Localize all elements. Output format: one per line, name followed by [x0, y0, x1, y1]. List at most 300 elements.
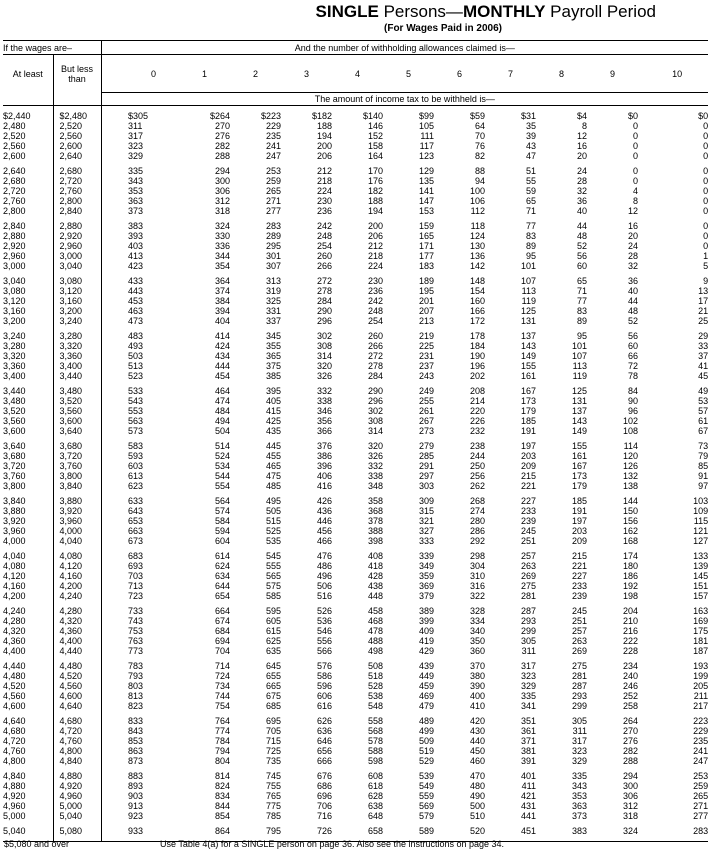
tax-amount-4: 272	[367, 351, 384, 361]
wage-but-less-than: 4,520	[53, 671, 101, 681]
tax-amount-1: 354	[214, 261, 231, 271]
tax-amount-4: 320	[367, 441, 384, 451]
tax-amount-1: 464	[214, 386, 231, 396]
tax-amount-1: 784	[214, 736, 231, 746]
tax-amount-10: 253	[693, 771, 708, 781]
tax-amount-1: 288	[214, 151, 231, 161]
table-row	[3, 306, 708, 316]
tax-amount-10: 1	[703, 251, 708, 261]
tax-amount-1: 574	[214, 506, 231, 516]
tax-amount-3: 194	[316, 131, 333, 141]
row-spacer	[101, 661, 128, 671]
wage-but-less-than: 3,640	[53, 426, 101, 436]
tax-amount-6: 500	[469, 801, 486, 811]
tax-amount-4: 618	[367, 781, 384, 791]
tax-amount-9: 276	[622, 736, 639, 746]
tax-amount-8: 281	[571, 671, 588, 681]
tax-amount-0: 403	[128, 241, 144, 251]
tax-amount-2: 425	[265, 416, 282, 426]
tax-amount-5: 303	[418, 481, 435, 491]
tax-amount-5: 349	[418, 561, 435, 571]
row-spacer	[101, 351, 128, 361]
tax-amount-5: 369	[418, 581, 435, 591]
wage-at-least: 4,680	[3, 726, 26, 736]
header-wages-are: If the wages are–	[3, 41, 101, 55]
wage-but-less-than: 3,800	[53, 471, 101, 481]
wage-but-less-than: 4,160	[53, 571, 101, 581]
tax-amount-10: 79	[698, 451, 708, 461]
title-persons: Persons—	[378, 2, 463, 21]
row-spacer	[101, 461, 128, 471]
tax-amount-1: 864	[214, 826, 231, 836]
table-row	[3, 616, 708, 626]
tax-amount-4: 194	[367, 206, 384, 216]
wage-but-less-than: 4,120	[53, 561, 101, 571]
header-allowance-2: 2	[253, 68, 259, 79]
tax-amount-0: 643	[128, 506, 144, 516]
tax-amount-3: 626	[316, 716, 333, 726]
tax-amount-7: 173	[520, 396, 537, 406]
wage-but-less-than: 4,400	[53, 636, 101, 646]
tax-amount-5: 117	[419, 141, 435, 151]
row-spacer	[101, 481, 128, 491]
wage-but-less-than: 5,040	[53, 811, 101, 821]
tax-amount-4: 508	[367, 661, 384, 671]
tax-amount-0: 363	[128, 196, 144, 206]
tax-amount-1: 514	[214, 441, 231, 451]
tax-amount-1: 704	[214, 646, 231, 656]
row-spacer	[101, 736, 128, 746]
tax-amount-9: 8	[633, 196, 639, 206]
tax-amount-5: 509	[418, 736, 435, 746]
tax-amount-2: 455	[265, 451, 282, 461]
wage-at-least: 3,800	[3, 481, 26, 491]
tax-amount-5: 249	[418, 386, 435, 396]
tax-amount-10: 223	[693, 716, 708, 726]
tax-amount-5: 399	[418, 616, 435, 626]
tax-amount-5: 219	[418, 331, 435, 341]
tax-amount-3: 356	[316, 416, 333, 426]
tax-amount-7: 125	[520, 306, 537, 316]
tax-amount-0: 743	[128, 616, 144, 626]
tax-amount-7: 113	[521, 286, 537, 296]
wage-but-less-than: 4,360	[53, 626, 101, 636]
tax-amount-8: 161	[571, 451, 588, 461]
tax-amount-6: 280	[469, 516, 486, 526]
tax-amount-2: 235	[265, 131, 282, 141]
tax-amount-0: 603	[128, 461, 144, 471]
row-spacer	[101, 176, 128, 186]
tax-amount-7: 257	[520, 551, 537, 561]
tax-amount-2: 475	[265, 471, 282, 481]
tax-amount-9: 132	[622, 471, 639, 481]
tax-amount-3: 346	[316, 406, 333, 416]
tax-amount-2: 325	[265, 296, 282, 306]
table-row	[3, 296, 708, 306]
tax-amount-6: 268	[469, 496, 486, 506]
tax-amount-0: 329	[128, 151, 144, 161]
tax-amount-7: 215	[520, 471, 537, 481]
tax-amount-8: 32	[577, 186, 588, 196]
tax-amount-9: 48	[628, 306, 639, 316]
tax-amount-0: 853	[128, 736, 144, 746]
tax-amount-5: 459	[418, 681, 435, 691]
tax-amount-5: 389	[418, 606, 435, 616]
tax-amount-5: 429	[418, 646, 435, 656]
tax-amount-0: 433	[128, 276, 144, 286]
tax-amount-10: 0	[703, 206, 708, 216]
tax-amount-4: 628	[367, 791, 384, 801]
tax-amount-8: 185	[571, 496, 588, 506]
tax-amount-5: 469	[418, 691, 435, 701]
tax-amount-7: 71	[526, 206, 537, 216]
tax-amount-1: 424	[214, 341, 231, 351]
tax-amount-4: 658	[367, 826, 384, 836]
tax-amount-2: 645	[265, 661, 282, 671]
tax-amount-7: 281	[520, 591, 537, 601]
row-spacer	[101, 636, 128, 646]
tax-amount-1: 714	[214, 661, 231, 671]
tax-amount-4: 608	[367, 771, 384, 781]
tax-amount-3: 242	[316, 221, 333, 231]
tax-amount-7: 299	[520, 626, 537, 636]
tax-amount-10: 187	[693, 646, 708, 656]
table-row	[3, 691, 708, 701]
tax-amount-2: 655	[265, 671, 282, 681]
tax-amount-0: 793	[128, 671, 144, 681]
wage-at-least: 4,720	[3, 736, 26, 746]
tax-amount-9: 0	[633, 131, 639, 141]
tax-amount-10: $0	[698, 111, 708, 121]
wage-at-least: $2,440	[3, 111, 31, 121]
tax-amount-9: 228	[622, 646, 639, 656]
table-row	[3, 396, 708, 406]
tax-amount-0: 823	[128, 701, 144, 711]
wage-at-least: 4,840	[3, 771, 26, 781]
tax-amount-3: 332	[316, 386, 333, 396]
wage-at-least: 4,440	[3, 661, 26, 671]
wage-but-less-than: 3,680	[53, 441, 101, 451]
tax-amount-5: 579	[418, 811, 435, 821]
tax-amount-10: 37	[698, 351, 708, 361]
tax-amount-4: 230	[367, 276, 384, 286]
tax-amount-5: 285	[418, 451, 435, 461]
tax-amount-0: 613	[128, 471, 144, 481]
table-row	[3, 331, 708, 341]
tax-amount-3: 326	[316, 371, 333, 381]
table-row	[3, 701, 708, 711]
tax-amount-6: 334	[469, 616, 486, 626]
tax-amount-3: 716	[316, 811, 333, 821]
tax-amount-3: 616	[316, 701, 333, 711]
tax-amount-4: 358	[367, 496, 384, 506]
tax-amount-0: 583	[128, 441, 144, 451]
tax-amount-1: 734	[214, 681, 231, 691]
tax-amount-6: 88	[475, 166, 486, 176]
tax-amount-5: 147	[418, 196, 435, 206]
tax-amount-7: 39	[526, 131, 537, 141]
tax-amount-4: 648	[367, 811, 384, 821]
tax-amount-0: 873	[128, 756, 144, 766]
tax-amount-5: 123	[418, 151, 435, 161]
tax-amount-3: 426	[316, 496, 333, 506]
table-body	[3, 106, 708, 842]
row-spacer	[101, 726, 128, 736]
tax-amount-9: 180	[622, 561, 639, 571]
tax-amount-9: 162	[622, 526, 639, 536]
tax-amount-7: 245	[520, 526, 537, 536]
tax-amount-9: 210	[622, 616, 639, 626]
tax-amount-7: 131	[520, 316, 537, 326]
wage-but-less-than: 4,640	[53, 701, 101, 711]
wage-at-least: 3,080	[3, 286, 26, 296]
tax-amount-3: 376	[316, 441, 333, 451]
wage-at-least: 3,160	[3, 306, 26, 316]
row-spacer	[101, 341, 128, 351]
row-spacer	[101, 416, 128, 426]
row-spacer	[101, 496, 128, 506]
tax-amount-6: 190	[469, 351, 486, 361]
tax-amount-10: 157	[693, 591, 708, 601]
wage-but-less-than: 4,920	[53, 781, 101, 791]
tax-amount-1: 318	[214, 206, 231, 216]
tax-amount-6: 124	[469, 231, 486, 241]
wage-but-less-than: 2,840	[53, 206, 101, 216]
tax-amount-1: 584	[214, 516, 231, 526]
tax-amount-7: 77	[526, 221, 537, 231]
tax-amount-9: 28	[628, 251, 639, 261]
tax-amount-6: 160	[469, 296, 486, 306]
tax-amount-4: 170	[367, 166, 384, 176]
tax-amount-4: 290	[367, 386, 384, 396]
tax-amount-7: 179	[520, 406, 537, 416]
header-amount-label: The amount of income tax to be withheld is—	[101, 93, 708, 106]
wage-at-least: 3,760	[3, 471, 26, 481]
wage-at-least: 4,320	[3, 626, 26, 636]
tax-amount-5: 105	[418, 121, 435, 131]
title-single: SINGLE	[315, 2, 379, 21]
wage-at-least: 2,800	[3, 206, 26, 216]
tax-amount-6: 178	[469, 331, 486, 341]
tax-amount-3: 466	[316, 536, 333, 546]
tax-amount-9: 16	[628, 221, 639, 231]
tax-amount-3: 248	[316, 231, 333, 241]
wage-at-least: 3,240	[3, 331, 26, 341]
tax-amount-1: 824	[214, 781, 231, 791]
tax-amount-4: 278	[367, 361, 384, 371]
tax-amount-3: 606	[316, 691, 333, 701]
tax-amount-2: 585	[265, 591, 282, 601]
tax-amount-5: 165	[418, 231, 435, 241]
tax-amount-8: 113	[572, 361, 588, 371]
tax-amount-2: 283	[265, 221, 282, 231]
row-spacer	[101, 426, 128, 436]
wage-at-least: 2,600	[3, 151, 26, 161]
tax-amount-3: 290	[316, 306, 333, 316]
tax-amount-1: 270	[214, 121, 231, 131]
tax-amount-9: 96	[628, 406, 639, 416]
wage-at-least: 4,160	[3, 581, 26, 591]
wage-at-least: 2,560	[3, 141, 26, 151]
tax-amount-3: 278	[316, 286, 333, 296]
table-row	[3, 316, 708, 326]
row-spacer	[101, 516, 128, 526]
wage-at-least: 4,760	[3, 746, 26, 756]
tax-amount-7: 143	[520, 341, 537, 351]
tax-amount-9: 204	[622, 606, 639, 616]
tax-amount-2: 555	[265, 561, 282, 571]
tax-amount-1: 324	[214, 221, 231, 231]
tax-amount-2: 705	[265, 726, 282, 736]
tax-amount-8: 373	[571, 811, 588, 821]
tax-amount-7: 55	[526, 176, 537, 186]
wage-but-less-than: 3,840	[53, 481, 101, 491]
tax-amount-7: 137	[520, 331, 537, 341]
tax-amount-10: 5	[703, 261, 708, 271]
wage-but-less-than: 3,880	[53, 496, 101, 506]
tax-amount-0: 883	[128, 771, 144, 781]
tax-amount-4: 568	[367, 726, 384, 736]
tax-amount-5: 279	[418, 441, 435, 451]
tax-amount-6: 262	[469, 481, 486, 491]
tax-amount-6: 154	[469, 286, 486, 296]
tax-amount-9: 126	[622, 461, 639, 471]
tax-amount-0: 673	[128, 536, 144, 546]
row-spacer	[101, 506, 128, 516]
tax-amount-4: 308	[367, 416, 384, 426]
wage-but-less-than: 3,920	[53, 506, 101, 516]
tax-amount-1: 524	[214, 451, 231, 461]
wage-but-less-than: 2,560	[53, 131, 101, 141]
tax-amount-6: 430	[469, 726, 486, 736]
tax-amount-8: 227	[571, 571, 588, 581]
tax-amount-0: 493	[128, 341, 144, 351]
tax-amount-2: 575	[265, 581, 282, 591]
table-row	[3, 561, 708, 571]
header-but-less-than: But less than	[53, 55, 101, 93]
tax-amount-8: 20	[577, 151, 588, 161]
tax-amount-10: 0	[703, 231, 708, 241]
tax-amount-9: 4	[633, 186, 639, 196]
tax-amount-1: 744	[214, 691, 231, 701]
tax-amount-10: 133	[693, 551, 708, 561]
tax-amount-7: 421	[520, 791, 537, 801]
tax-amount-6: 310	[469, 571, 486, 581]
tax-amount-4: 176	[367, 176, 384, 186]
tax-amount-9: 0	[633, 176, 639, 186]
wage-at-least: 3,200	[3, 316, 26, 326]
tax-amount-8: 56	[577, 251, 588, 261]
wage-at-least: 3,720	[3, 461, 26, 471]
tax-amount-7: 317	[520, 661, 537, 671]
header-allowance-10: 10	[672, 68, 683, 79]
table-row	[3, 121, 708, 131]
wage-but-less-than: 2,640	[53, 151, 101, 161]
tax-amount-8: 197	[571, 516, 588, 526]
row-spacer	[101, 396, 128, 406]
wage-at-least: 3,840	[3, 496, 26, 506]
wage-but-less-than: 4,720	[53, 726, 101, 736]
tax-amount-7: $31	[520, 111, 537, 121]
wage-at-least: 4,000	[3, 536, 26, 546]
tax-amount-8: 12	[577, 131, 588, 141]
tax-amount-7: 155	[520, 361, 537, 371]
tax-amount-6: $59	[469, 111, 486, 121]
tax-amount-6: 232	[469, 426, 486, 436]
tax-amount-6: 420	[469, 716, 486, 726]
tax-amount-7: 43	[526, 141, 537, 151]
tax-amount-2: 301	[265, 251, 282, 261]
tax-amount-8: 239	[571, 591, 588, 601]
wage-but-less-than: 5,080	[53, 826, 101, 836]
tax-amount-10: 151	[693, 581, 708, 591]
tax-amount-2: 355	[265, 341, 282, 351]
tax-amount-4: 146	[367, 121, 384, 131]
tax-amount-2: 331	[265, 306, 282, 316]
tax-amount-1: 814	[214, 771, 231, 781]
tax-amount-3: 396	[316, 461, 333, 471]
tax-amount-8: 311	[572, 726, 588, 736]
tax-amount-10: 265	[693, 791, 708, 801]
tax-amount-0: 543	[128, 396, 144, 406]
tax-amount-9: 222	[622, 636, 639, 646]
tax-amount-0: 483	[128, 331, 144, 341]
tax-amount-1: 534	[214, 461, 231, 471]
wage-but-less-than: 3,600	[53, 416, 101, 426]
tax-amount-0: 773	[128, 646, 144, 656]
tax-amount-6: 148	[469, 276, 486, 286]
row-spacer	[101, 616, 128, 626]
tax-amount-6: 136	[469, 251, 486, 261]
table-row	[3, 716, 708, 726]
tax-amount-4: 488	[367, 636, 384, 646]
header-allowance-5: 5	[406, 68, 412, 79]
tax-amount-2: 765	[265, 791, 282, 801]
row-spacer	[101, 551, 128, 561]
row-spacer	[101, 306, 128, 316]
tax-amount-2: 785	[265, 811, 282, 821]
wage-but-less-than: 4,680	[53, 716, 101, 726]
table-row	[3, 361, 708, 371]
tax-amount-6: 70	[475, 131, 486, 141]
tax-amount-0: 335	[128, 166, 144, 176]
tax-amount-10: 67	[698, 426, 708, 436]
tax-amount-2: 365	[265, 351, 282, 361]
row-spacer	[101, 801, 128, 811]
tax-amount-2: 635	[265, 646, 282, 656]
tax-amount-1: 344	[214, 251, 231, 261]
tax-amount-2: 515	[265, 516, 282, 526]
tax-amount-8: 101	[571, 341, 588, 351]
tax-amount-8: 257	[571, 626, 588, 636]
tax-amount-2: 345	[265, 331, 282, 341]
tax-amount-2: 385	[265, 371, 282, 381]
tax-amount-1: 474	[214, 396, 231, 406]
tax-amount-2: 745	[265, 771, 282, 781]
tax-amount-2: 319	[265, 286, 282, 296]
table-row	[3, 516, 708, 526]
tax-amount-3: 296	[316, 316, 333, 326]
table-row	[3, 746, 708, 756]
footer-over-limit: $5,080 and over	[4, 839, 70, 849]
tax-amount-1: 594	[214, 526, 231, 536]
row-spacer	[101, 196, 128, 206]
tax-amount-1: 454	[214, 371, 231, 381]
tax-amount-0: 863	[128, 746, 144, 756]
tax-amount-1: 614	[214, 551, 231, 561]
row-spacer	[101, 561, 128, 571]
table-row	[3, 286, 708, 296]
